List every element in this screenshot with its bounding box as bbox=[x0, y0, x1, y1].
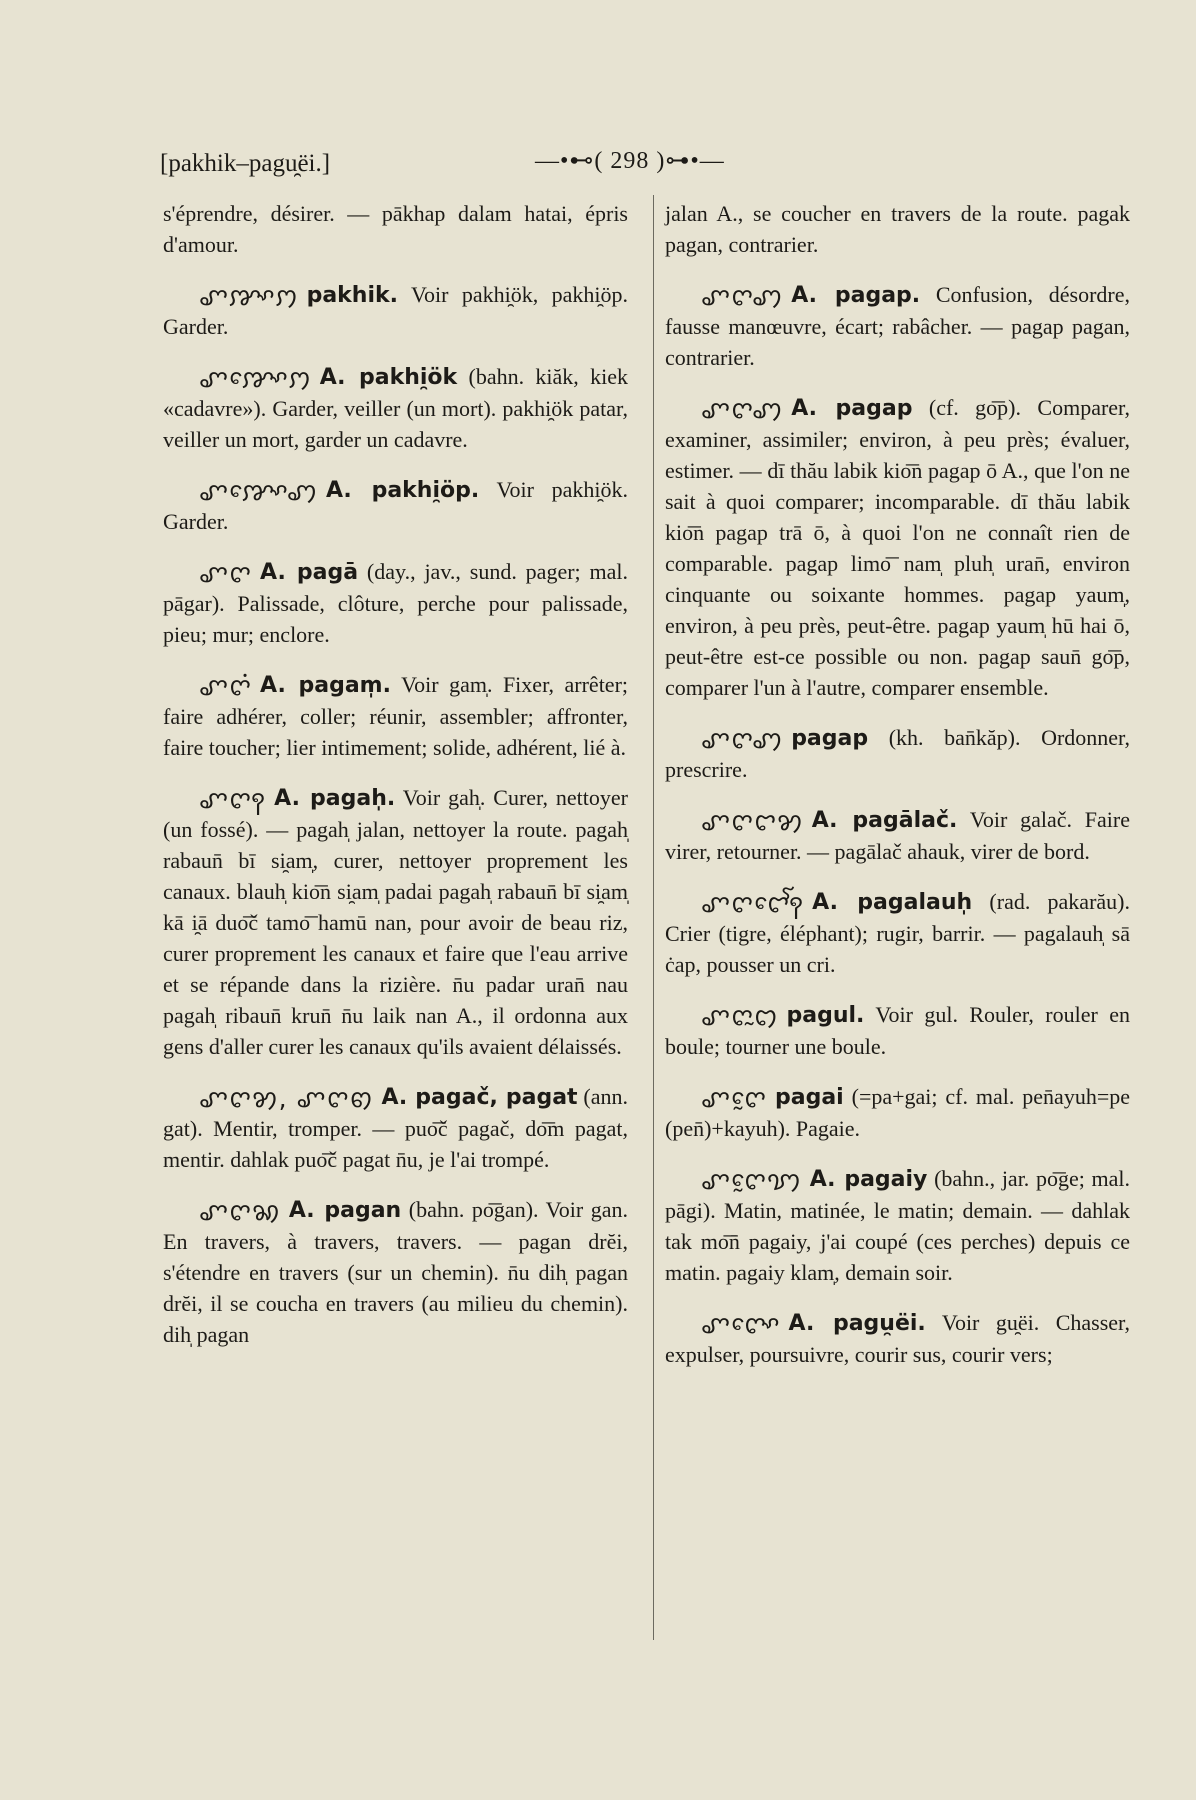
entry-paguei bbox=[665, 1306, 1130, 1370]
cham-script: ꨚꨈꨭꩊ bbox=[701, 1002, 779, 1031]
entry-pagan bbox=[163, 1193, 628, 1350]
headword: A. pagan bbox=[288, 1198, 402, 1223]
cham-script: ꨚꨈꩇ bbox=[701, 282, 784, 311]
entry-paga bbox=[163, 555, 628, 650]
cham-script: ꨚꨈ bbox=[199, 559, 253, 588]
headword: A. pakhi̯öp. bbox=[325, 478, 480, 503]
right-column bbox=[665, 198, 1130, 1370]
entry-pakhiop bbox=[163, 473, 628, 537]
definition: Voir gam̩. Fixer, arrêter; faire adhérer, coller; réunir, assembler; affronter, faire toucher; lier intimement; solide, adhérent, lié à. bbox=[163, 672, 629, 760]
cham-script: ꨚꨇꨳꩀ bbox=[199, 282, 299, 311]
headword: A. pagap. bbox=[791, 283, 921, 308]
entry-pagah bbox=[163, 781, 628, 1062]
definition: (day., jav., sund. pager; mal. pāgar). Palissade, clôture, perche pour palissade, pieu; mur; enclore. bbox=[163, 559, 629, 647]
left-column bbox=[163, 198, 628, 1350]
entry-pagalac bbox=[665, 803, 1130, 867]
entry-pagai bbox=[665, 1080, 1130, 1144]
headword: A. pagap bbox=[791, 396, 913, 421]
definition: (cf. go͞p). Comparer, examiner, assimiler; environ, à peu près; évaluer, estimer. — dī thău labik kio͞n pagap ō A., que l'on ne sait à quoi comparer; incomparable. dī thău labik kio͞n pagap trā ō, à quoi l'on ne connaît rien de comparable. pagap limo͞ nam̩ pluh̩ uran̄, environ cinquante ou soixante hommes. pagap yaum̩, environ, à peu près, peut-être. pagap yaum̩ hū hai ō, peut-être est-ce possible ou non. pagap saun̄ go͞p, comparer l'un à l'autre, comparer ensemble. bbox=[665, 395, 1130, 700]
entry-pakhik bbox=[163, 278, 628, 342]
headword: pagap bbox=[791, 726, 869, 751]
cham-script: ꨚꨈꩄ, ꨚꨈꩅ bbox=[199, 1084, 374, 1113]
definition: Voir gu̯ëi. Chasser, expulser, poursuivre, courir sus, courir vers; bbox=[665, 1310, 1130, 1367]
cham-script: ꨚꨇꨳꨯꩀ bbox=[199, 364, 312, 393]
headword: A. pagālač. bbox=[811, 808, 958, 833]
entry-pagul bbox=[665, 998, 1130, 1062]
definition: Voir pakhi̯ök, pakhi̯öp. Garder. bbox=[163, 282, 628, 339]
definition: Confusion, désordre, fausse manœuvre, écart; rabâcher. — pagap pagan, contrarier. bbox=[665, 282, 1131, 370]
column-divider bbox=[653, 195, 654, 1640]
entry-pagap-1 bbox=[665, 278, 1130, 373]
cham-script: ꨚꨈꨰꩈ bbox=[701, 1166, 802, 1195]
cham-script: ꨚꨈꨤꩄ bbox=[701, 807, 804, 836]
cham-script: ꨚꨈꨳꨯ bbox=[701, 1310, 781, 1339]
entry-continuation: jalan A., se coucher en travers de la route. pagak pagan, contrarier. bbox=[665, 201, 1130, 257]
entry-pagap-3 bbox=[665, 721, 1130, 785]
definition: Voir galač. Faire virer, retourner. — pagālač ahauk, virer de bord. bbox=[665, 807, 1130, 864]
entry-pagac bbox=[163, 1080, 628, 1175]
headword: A. pakhi̯ök bbox=[319, 365, 458, 390]
cham-script: ꨚꨈꨤꨯꨱꩍ bbox=[701, 889, 805, 918]
page-number: —•⊷( 298 )⊶•— bbox=[535, 148, 725, 174]
definition: (kh. ban̄kăp). Ordonner, prescrire. bbox=[665, 725, 1131, 782]
entry-pagap-2 bbox=[665, 391, 1130, 703]
headword: A. pagah̩. bbox=[274, 786, 396, 811]
cham-script: ꨚꨈꩇ bbox=[701, 395, 784, 424]
cham-script: ꨚꨈꩆ bbox=[199, 1197, 281, 1226]
headword: A. pagu̯ëi. bbox=[788, 1311, 926, 1336]
entry-pagam bbox=[163, 668, 628, 763]
headword: A. pagaiy bbox=[809, 1167, 928, 1192]
headword: A. pagā bbox=[260, 560, 359, 585]
entry-pakhiok bbox=[163, 360, 628, 455]
headword: pagul. bbox=[786, 1003, 865, 1028]
headword: pagai bbox=[774, 1085, 844, 1110]
definition: (bahn., jar. po͞ge; mal. pāgi). Matin, matinée, le matin; demain. — dahlak tak mo͞n̄ pagaiy, j'ai coupé (ces perches) depuis ce matin. pagaiy klam̩, demain soir. bbox=[665, 1166, 1130, 1285]
cham-script: ꨚꨈꩌ bbox=[199, 672, 253, 701]
cham-script: ꨚꨈꨰ bbox=[701, 1084, 767, 1113]
entry-pagalauh bbox=[665, 885, 1130, 980]
entry-pagaiy bbox=[665, 1162, 1130, 1288]
entry-continuation: s'éprendre, désirer. — pākhap dalam hatai, épris d'amour. bbox=[163, 201, 628, 257]
cham-script: ꨚꨈꩇ bbox=[701, 725, 784, 754]
definition: (rad. pakarău). Crier (tigre, éléphant); rugir, barrir. — pagalauh̩ sā ċap, pousser un cri. bbox=[665, 889, 1130, 977]
definition: Voir gah̩. Curer, nettoyer (un fossé). — pagah̩ jalan, nettoyer la route. pagah̩ rabaun̄ bī si̯am̩, curer, nettoyer proprement les canaux. blauh̩ kio͞n si̯am̩ padai pagah̩ rabaun̄ bī si̯am̩ kā i̯ā duo͞č tamo͞ hamū nan, pour avoir de beau riz, curer proprement les canaux et faire que l'eau arrive et se répande dans la rizière. n̄u padar uran̄ nau pagah̩ ribaun̄ krun̄ n̄u laik nan A., il ordonna aux gens d'aller curer les canaux qu'ils avaient délaissés. bbox=[163, 785, 628, 1059]
headword: A. pagač, pagat bbox=[381, 1085, 578, 1110]
definition: (bahn. po͞gan). Voir gan. En travers, à travers, travers. — pagan drĕi, s'étendre en travers (sur un chemin). n̄u dih̩ pagan drĕi, il se coucha en travers (au milieu du chemin). dih̩ pagan bbox=[163, 1197, 628, 1347]
definition: Voir pakhi̯ök. Garder. bbox=[163, 477, 628, 534]
definition: (bahn. kiăk, kiek «cadavre»). Garder, veiller (un mort). pakhi̯ök patar, veiller un mort, garder un cadavre. bbox=[163, 364, 629, 452]
headword: A. pagalauh̩ bbox=[812, 890, 973, 915]
cham-script: ꨚꨇꨳꨯꩇ bbox=[199, 477, 318, 506]
running-head: [pakhik–pagu̯ëi.] bbox=[160, 150, 331, 177]
headword: A. pagam̩. bbox=[260, 673, 391, 698]
definition: Voir gul. Rouler, rouler en boule; tourner une boule. bbox=[665, 1002, 1130, 1059]
headword: pakhik. bbox=[306, 283, 398, 308]
cham-script: ꨚꨈꩍ bbox=[199, 785, 267, 814]
definition: (ann. gat). Mentir, tromper. — puo͞č pagač, do͞m pagat, mentir. dahlak puo͞č pagat n̄u, je l'ai trompé. bbox=[163, 1084, 628, 1172]
definition: (=pa+gai; cf. mal. pen̄ayuh=pe (pen̄)+kayuh). Pagaie. bbox=[665, 1084, 1130, 1141]
